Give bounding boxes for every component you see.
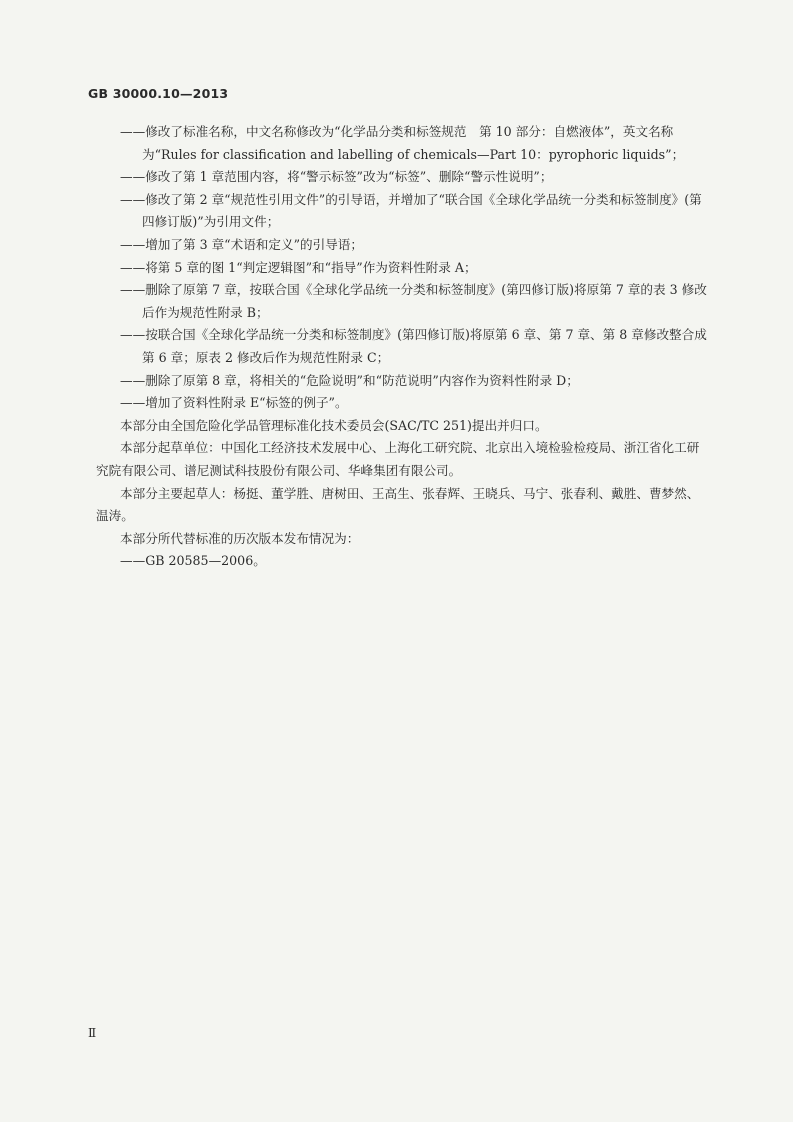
standard-number-header: GB 30000.10—2013 <box>88 86 229 101</box>
change-item: ——删除了原第 8 章，将相关的“危险说明”和“防范说明”内容作为资料性附录 D； <box>120 372 579 388</box>
change-item: ——修改了第 2 章“规范性引用文件”的引导语，并增加了“联合国《全球化学品统一分类和标签制度》(第四修订版)”为引用文件； <box>120 191 702 230</box>
drafting-units-paragraph: 本部分起草单位：中国化工经济技术发展中心、上海化工研究院、北京出入境检验检疫局、浙江省化工研究院有限公司、谱尼测试科技股份有限公司、华峰集团有限公司。 <box>96 440 700 478</box>
change-item: ——修改了第 1 章范围内容，将“警示标签”改为“标签”、删除“警示性说明”； <box>120 169 553 185</box>
history-intro-paragraph: 本部分所代替标准的历次版本发布情况为： <box>120 530 360 546</box>
change-item: ——删除了原第 7 章，按联合国《全球化学品统一分类和标签制度》(第四修订版)将原第 7 章的表 3 修改后作为规范性附录 B； <box>120 282 707 320</box>
drafters-paragraph: 本部分主要起草人：杨挺、董学胜、唐树田、王高生、张春辉、王晓兵、马宁、张春利、戴胜、曹梦然、温涛。 <box>96 485 700 524</box>
history-item: ——GB 20585—2006。 <box>120 553 266 569</box>
foreword-body <box>96 121 708 573</box>
change-item: ——增加了资料性附录 E“标签的例子”。 <box>120 395 348 411</box>
change-item: ——增加了第 3 章“术语和定义”的引导语； <box>120 236 363 252</box>
change-item: ——修改了标准名称，中文名称修改为“化学品分类和标签规范 第 10 部分：自燃液体”，英文名称为“Rules for classification and labelling of chemicals—Part 10：pyrophoric liquids”； <box>120 124 685 162</box>
change-item: ——将第 5 章的图 1“判定逻辑图”和“指导”作为资料性附录 A； <box>120 259 477 275</box>
change-item: ——按联合国《全球化学品统一分类和标签制度》(第四修订版)将原第 6 章、第 7 章、第 8 章修改整合成第 6 章；原表 2 修改后作为规范性附录 C； <box>120 327 707 365</box>
proposal-paragraph: 本部分由全国危险化学品管理标准化技术委员会(SAC/TC 251)提出并归口。 <box>120 417 548 433</box>
page-number: Ⅱ <box>88 1026 97 1040</box>
